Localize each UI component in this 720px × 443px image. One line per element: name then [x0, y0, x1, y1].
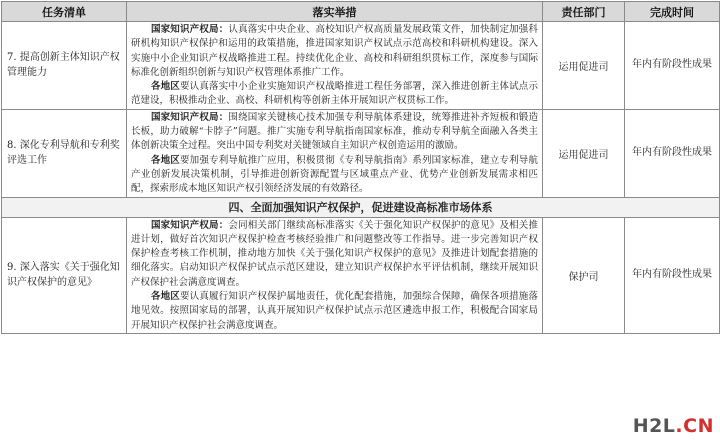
measures-cell	[127, 109, 543, 197]
task-table	[1, 1, 720, 334]
dept-cell: 运用促进司	[543, 22, 625, 110]
table-row	[2, 217, 720, 333]
table-row	[2, 109, 720, 197]
task-cell: 9. 深入落实《关于强化知识产权保护的意见》	[2, 217, 127, 333]
header-measures: 落实举措	[127, 2, 543, 22]
measure-lead: 国家知识产权局：	[150, 24, 229, 35]
measure-text: 要认真落实中小企业实施知识产权战略推进工程任务部署，深入推进创新主体试点示范建设，积极推动企业、高校、科研机构等创新主体开展知识产权贯标工作。	[131, 81, 538, 107]
measures-cell	[127, 22, 543, 110]
watermark-logo	[633, 415, 714, 437]
measure-paragraph	[131, 23, 538, 80]
measure-text: 认真落实中央企业、高校知识产权高质量发展政策文件，加快制定加强科研机构知识产权保护和运用的政策措施，推进国家知识产权试点示范高校和科研机构建设。深入实施中小企业知识产权战略推进工程。持续优化企业、高校和科研组织贯标工作，深度参与国际标准化创新组织创新与知识产权管理体系推广工作。	[131, 24, 538, 78]
time-cell: 年内有阶段性成果	[625, 22, 720, 110]
measure-paragraph	[131, 290, 538, 333]
dept-cell: 保护司	[543, 217, 625, 333]
measure-lead: 各地区	[150, 154, 180, 166]
task-cell: 7. 提高创新主体知识产权管理能力	[2, 22, 127, 110]
measure-lead: 各地区	[150, 291, 180, 303]
time-cell: 年内有阶段性成果	[625, 217, 720, 333]
time-cell: 年内有阶段性成果	[625, 109, 720, 197]
section-title: 四、全面加强知识产权保护，促进建设高标准市场体系	[2, 197, 720, 217]
measure-text: 要加强专利导航推广应用，积极贯彻《专利导航指南》系列国家标准，建立专利导航产业创新发展决策机制，引导推进创新资源配置与区域重点产业、优势产业创新发展需求相匹配，探索形成本地区知识产权引领经济发展的有效路径。	[131, 154, 538, 195]
header-task: 任务清单	[2, 2, 127, 22]
section-row	[2, 197, 720, 217]
measures-cell	[127, 217, 543, 333]
task-cell: 8. 深化专利导航和专利奖评选工作	[2, 109, 127, 197]
header-dept: 责任部门	[543, 2, 625, 22]
measure-text: 会同相关部门继续高标准落实《关于强化知识产权保护的意见》及相关推进计划，做好首次知识产权保护检查考核经验推广和问题整改等工作指导。进一步完善知识产权保护检查考核工作机制，推动地方加快《关于强化知识产权保护的意见》及推进计划配套措施的细化落实。启动知识产权保护试点示范区建设，建立知识产权保护水平评估机制，继续开展知识产权保护社会满意度调查。	[131, 219, 538, 288]
watermark-part1: H2L	[632, 415, 676, 437]
measure-lead: 各地区	[150, 81, 180, 93]
measure-lead: 国家知识产权局：	[150, 111, 229, 123]
measure-text: 要认真履行知识产权保护属地责任，优化配套措施，加强综合保障，确保各项措施落地见效。按照国家局的部署，认真开展知识产权保护试点示范区遴选申报工作，积极配合国家局开展知识产权保护社会满意度调查。	[131, 291, 538, 331]
measure-paragraph	[131, 80, 538, 109]
header-row	[2, 2, 720, 22]
watermark-part2: .CN	[675, 415, 714, 437]
dept-cell: 运用促进司	[543, 109, 625, 197]
table-row	[2, 22, 720, 110]
measure-paragraph	[131, 219, 538, 290]
header-time: 完成时间	[625, 2, 720, 22]
measure-lead: 国家知识产权局：	[150, 219, 229, 231]
measure-text: 围绕国家关键核心技术加强专利导航体系建设，统筹推进补齐短板和锻造长板，助力破解“卡脖子”问题。推广实施专利导航指南国家标准，推动专利导航全面融入各类主体创新决策全过程。突出中国专利奖对关键领域自主知识产权创造运用的激励。	[131, 111, 538, 152]
measure-paragraph	[131, 111, 538, 154]
measure-paragraph	[131, 154, 538, 197]
